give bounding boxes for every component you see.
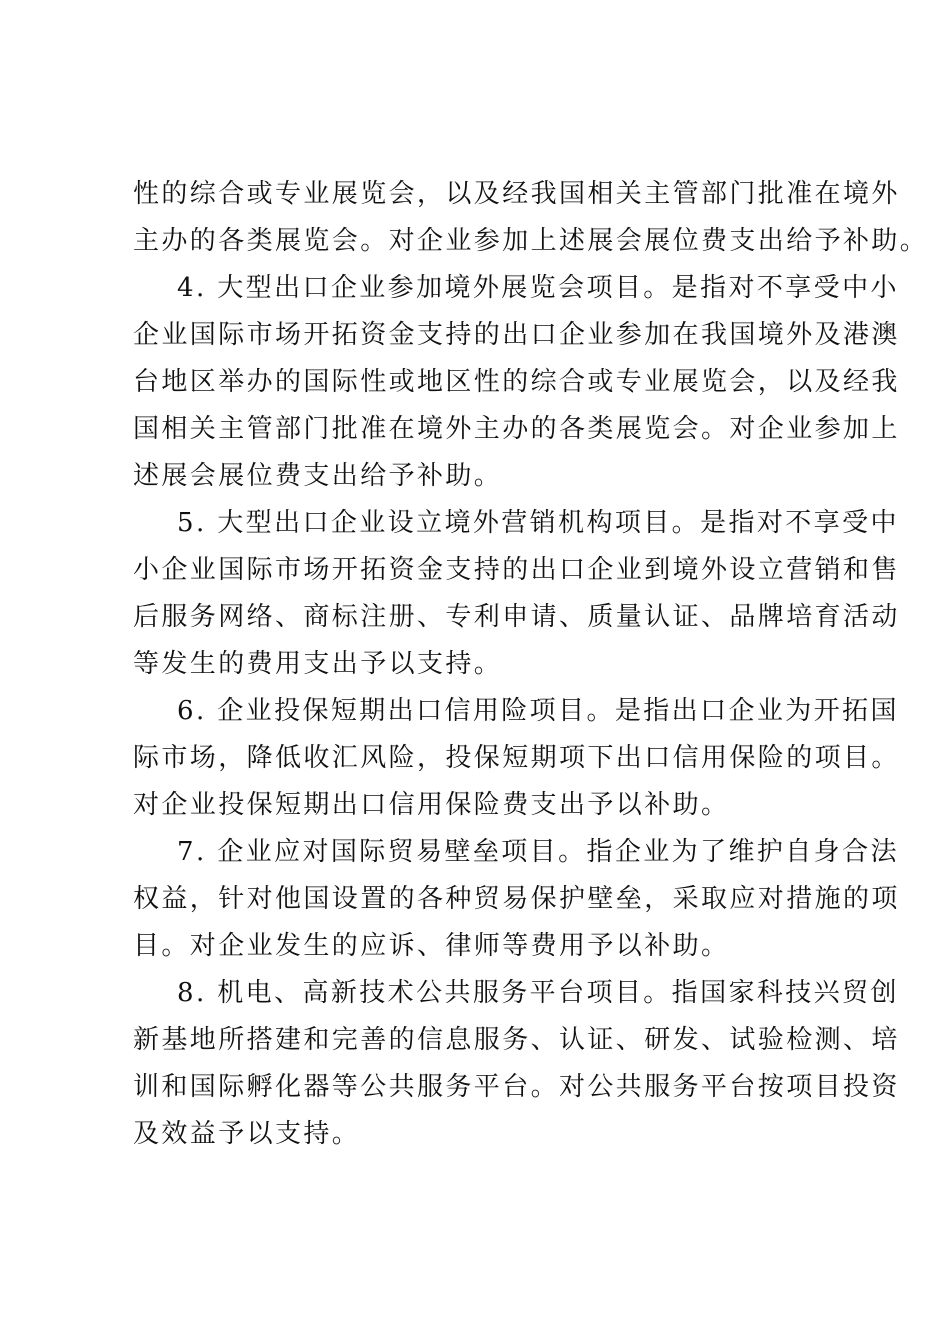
text-line: 主办的各类展览会。对企业参加上述展会展位费支出给予补助。 [133,226,929,256]
paragraph-start-line: 5. 大型出口企业设立境外营销机构项目。是指对不享受中 [177,508,899,538]
paragraph-start-line: 8. 机电、高新技术公共服务平台项目。指国家科技兴贸创 [177,978,899,1008]
text-line: 对企业投保短期出口信用保险费支出予以补助。 [133,790,730,820]
text-line: 际市场，降低收汇风险，投保短期项下出口信用保险的项目。 [133,743,900,773]
text-line: 等发生的费用支出予以支持。 [133,649,503,679]
text-line: 小企业国际市场开拓资金支持的出口企业到境外设立营销和售 [133,555,900,585]
paragraph-start-line: 4. 大型出口企业参加境外展览会项目。是指对不享受中小 [177,273,899,303]
text-line: 性的综合或专业展览会，以及经我国相关主管部门批准在境外 [133,179,900,209]
text-line: 后服务网络、商标注册、专利申请、质量认证、品牌培育活动 [133,602,900,632]
text-line: 训和国际孵化器等公共服务平台。对公共服务平台按项目投资 [133,1072,900,1102]
document-body [133,171,929,1158]
text-line: 新基地所搭建和完善的信息服务、认证、研发、试验检测、培 [133,1025,900,1055]
paragraph-start-line: 6. 企业投保短期出口信用险项目。是指出口企业为开拓国 [177,696,899,726]
text-line: 权益，针对他国设置的各种贸易保护壁垒，采取应对措施的项 [133,884,900,914]
text-line: 企业国际市场开拓资金支持的出口企业参加在我国境外及港澳 [133,320,900,350]
text-line: 及效益予以支持。 [133,1119,361,1149]
paragraph-start-line: 7. 企业应对国际贸易壁垒项目。指企业为了维护自身合法 [177,837,899,867]
text-line: 台地区举办的国际性或地区性的综合或专业展览会，以及经我 [133,367,900,397]
text-line: 述展会展位费支出给予补助。 [133,461,503,491]
text-line: 国相关主管部门批准在境外主办的各类展览会。对企业参加上 [133,414,900,444]
text-line: 目。对企业发生的应诉、律师等费用予以补助。 [133,931,730,961]
